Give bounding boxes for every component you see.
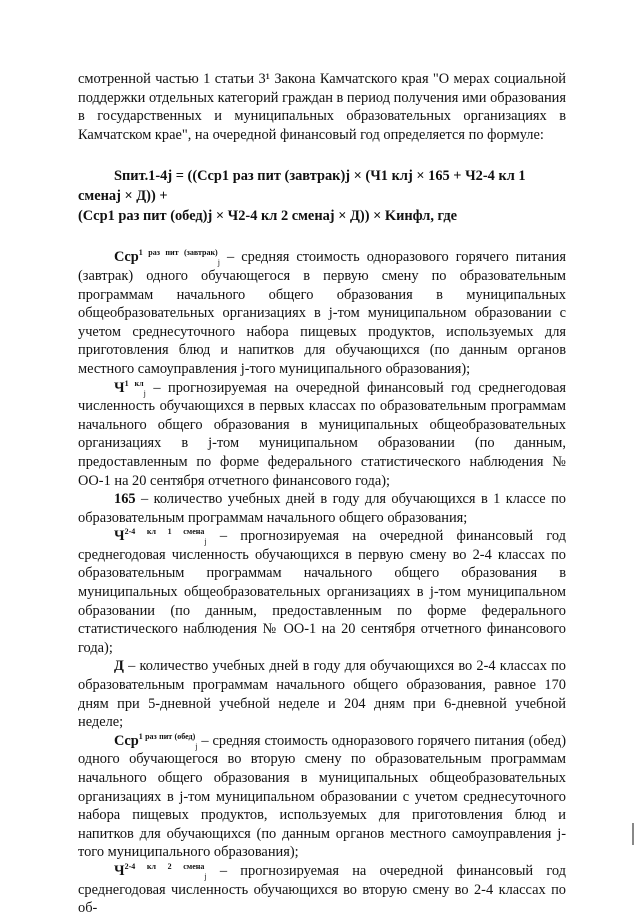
def-breakfast-sup: 1 раз пит (завтрак) [138,248,218,258]
def-breakfast-text: – средняя стоимость одноразового горячего питания (завтрак) одного обучающегося в первую смену по образовательным программам начального общего образования в муниципальных общеобразовательных организациях в j-том муниципальном образовании с учетом среднесуточного набора пищевых продуктов, используемых для приготовления блюд и напитков для обучающихся (по данным органов местного самоуправления j-того муниципального образования); [78,249,567,377]
def-ch24-1-sub: j [204,537,207,547]
def-breakfast [78,248,566,378]
formula-line-1: Sпит.1-4j = ((Cср1 раз пит (завтрак)j × (Ч1 клj × 165 + Ч2-4 кл 1 сменаj × Д)) + [78,168,526,205]
def-d-symbol: Д [114,658,124,675]
def-ch24-2-sup: 2-4 кл 2 смена [124,862,205,872]
def-ch24-2 [78,862,566,918]
def-d [78,657,566,731]
def-165-text: – количество учебных дней в году для обучающихся в 1 классе по образовательным программам начального общего образования; [78,491,566,526]
def-165-symbol: 165 [114,491,136,508]
def-lunch [78,732,566,862]
def-ch24-1-text: – прогнозируемая на очередной финансовый год среднегодовая численность обучающихся в первую смену во 2-4 классах по образовательным программам начального общего образования в муниципальных общеобразовательных организациях в j-том муниципальном образовании (по данным, предоставленным по форме федерального статистического наблюдения № ОО-1 на 20 сентября отчетного финансового года); [78,528,567,656]
def-ch1-text: – прогнозируемая на очередной финансовый год среднегодовая численность обучающихся в первых классах по образовательным программам начального общего образования в муниципальных общеобразовательных организациях в j-том муниципальном образовании (по данным, предоставленным по форме федерального статистического наблюдения № ОО-1 на 20 сентября отчетного финансового года); [78,379,566,489]
def-lunch-text: – средняя стоимость одноразового горячего питания (обед) одного обучающегося во вторую смену по образовательным программам начального общего образования в муниципальных общеобразовательных организациях в j-том муниципальном образовании с учетом среднесуточного набора пищевых продуктов, используемых для приготовления блюд и напитков для обучающихся (по данным органов местного самоуправления j-того муниципального образования); [78,732,567,861]
def-ch24-2-text: – прогнозируемая на очередной финансовый год среднегодовая численность обучающихся во вторую смену во 2-4 классах по об- [78,862,567,917]
def-breakfast-sub: j [217,258,220,268]
def-ch24-1-symbol: Ч [114,528,125,545]
page-edge-marker [632,823,634,845]
def-165 [78,490,566,527]
def-lunch-symbol: Cср [114,732,139,749]
def-ch1-symbol: Ч [114,379,125,396]
def-d-text: – количество учебных дней в году для обучающихся во 2-4 классах по образовательным программам начального общего образования, равное 170 дням при 5-дневной учебной неделе и 204 дням при 6-дневной учебной неделе; [78,658,566,731]
formula-line-2: (Cср1 раз пит (обед)j × Ч2-4 кл 2 сменаj × Д)) × Kинфл, где [78,208,458,225]
formula [78,166,566,226]
def-breakfast-symbol: Cср [114,249,139,266]
def-ch1 [78,379,566,491]
def-ch24-2-sub: j [204,871,207,881]
document-page [78,70,566,918]
def-ch24-2-symbol: Ч [114,862,125,879]
def-ch1-sup: 1 кл [124,378,144,388]
def-ch24-1 [78,527,566,657]
def-lunch-sub: j [195,741,198,751]
def-ch1-sub: j [143,388,146,398]
def-ch24-1-sup: 2-4 кл 1 смена [124,527,205,537]
def-lunch-sup: 1 раз пит (обед) [138,732,196,742]
intro-paragraph: смотренной частью 1 статьи 3¹ Закона Камчатского края "О мерах социальной поддержки отдельных категорий граждан в период получения ими образования в государственных и муниципальных образовательных организациях в Камчатском крае", на очередной финансовый год определяется по формуле: [78,71,566,143]
